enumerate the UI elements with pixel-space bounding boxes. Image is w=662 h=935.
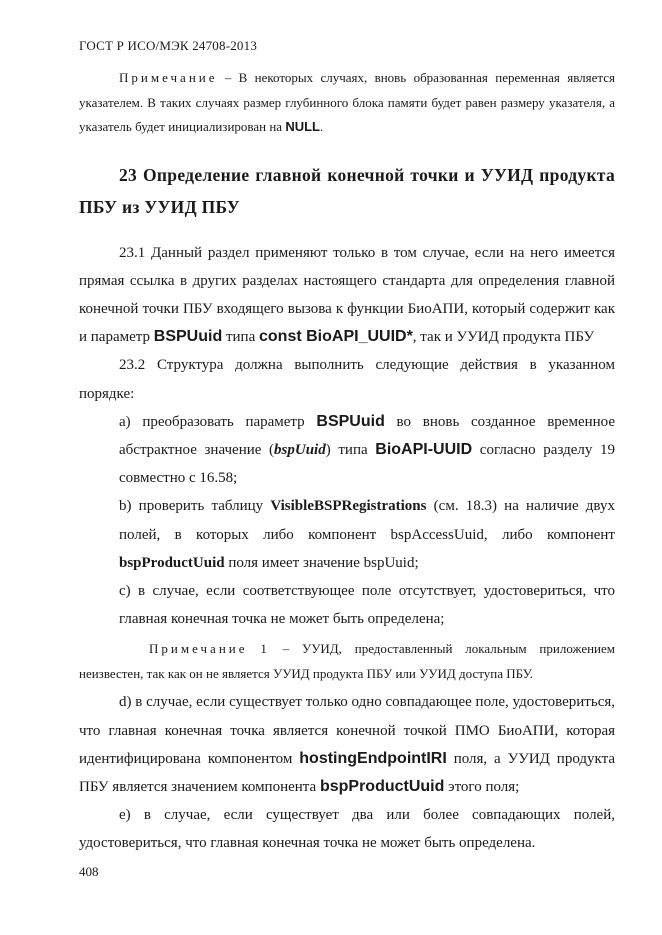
item-a-text-4: согласно разделу 19 совместно с 16.58; (119, 441, 616, 487)
note-top (79, 66, 615, 140)
item-d-text-2: поля, а УУИД продукта ПБУ является значением компонента (79, 750, 616, 795)
page-number: 408 (79, 864, 99, 879)
item-b-text-1: b) проверить таблицу (119, 498, 271, 515)
list-item-c: c) в случае, если соответствующее поле отсутствует, удостовериться, что главная конечная точка не может быть определена; (119, 582, 615, 628)
item-b-bold-2: bspProductUuid (119, 554, 225, 571)
item-a-code-1: BSPUuid (316, 412, 385, 430)
p231-code-2: const BioAPI_UUID* (259, 328, 413, 346)
list-item-e: e) в случае, если существует два или более совпадающих полей, удостовериться, что главная конечная точка не может быть определена. (79, 807, 615, 852)
p231-code-1: BSPUuid (153, 328, 223, 346)
item-b-text-3: поля имеет значение bspUuid; (224, 554, 419, 571)
item-b-bold-1: VisibleBSPRegistrations (270, 498, 427, 515)
p231-text-3: , так и УУИД продукта ПБУ (412, 329, 595, 346)
note-text-1: – В некоторых случаях, вновь образованная переменная является указателем. В таких случаях размер глубинного блока памяти будет равен размеру указателя, а указатель будет инициализирован на (79, 70, 615, 134)
item-a-code-2: BioAPI-UUID (375, 440, 473, 458)
note-label: Примечание (119, 70, 218, 85)
item-b-text-2: (см. 18.3) на наличие двух полей, в которых либо компонент bspAccessUuid, либо компонент (119, 498, 615, 543)
item-d-text-1: d) в случае, если существует только одно совпадающее поле, удостовериться, что главная конечная точка является конечной точкой ПМО БиоАПИ, которая идентифицирована компонентом (79, 694, 615, 767)
paragraph-23-2: 23.2 Структура должна выполнить следующие действия в указанном порядке: (79, 357, 615, 402)
note-1-text: – УУИД, предоставленный локальным приложением неизвестен, так как он не является УУИД продукта ПБУ или УУИД доступа ПБУ. (79, 641, 615, 681)
note-text-2: . (320, 119, 324, 134)
page-content (79, 66, 615, 858)
paragraph-23-1 (79, 239, 615, 352)
item-d-code-1: hostingEndpointIRI (299, 749, 447, 767)
list-item-d (79, 688, 615, 801)
p231-text-1: 23.1 Данный раздел применяют только в том случае, если на него имеется прямая ссылка в других разделах настоящего стандарта для определения главной конечной точки ПБУ входящего вызова к функции БиоАПИ, который содержит как и параметр (79, 244, 615, 346)
section-title: 23 Определение главной конечной точки и УУИД продукта ПБУ из УУИД ПБУ (79, 164, 615, 217)
note-1 (79, 637, 615, 686)
page-header: ГОСТ Р ИСО/МЭК 24708-2013 (79, 38, 258, 53)
item-a-italic: bspUuid (274, 441, 326, 458)
item-a-text-2: во вновь созданное временное абстрактное значение ( (119, 413, 615, 458)
note-1-label: Примечание (149, 641, 248, 657)
item-a-text-1: a) преобразовать параметр (119, 413, 317, 430)
item-d-text-3: этого поля; (444, 778, 520, 795)
p231-text-2: типа (222, 329, 259, 346)
list-item-a (119, 408, 615, 493)
item-d-code-2: bspProductUuid (319, 777, 445, 795)
list-item-b (119, 492, 615, 577)
note-code: NULL (285, 119, 320, 134)
note-1-number: 1 (260, 641, 270, 657)
item-a-text-3: ) типа (325, 441, 376, 458)
